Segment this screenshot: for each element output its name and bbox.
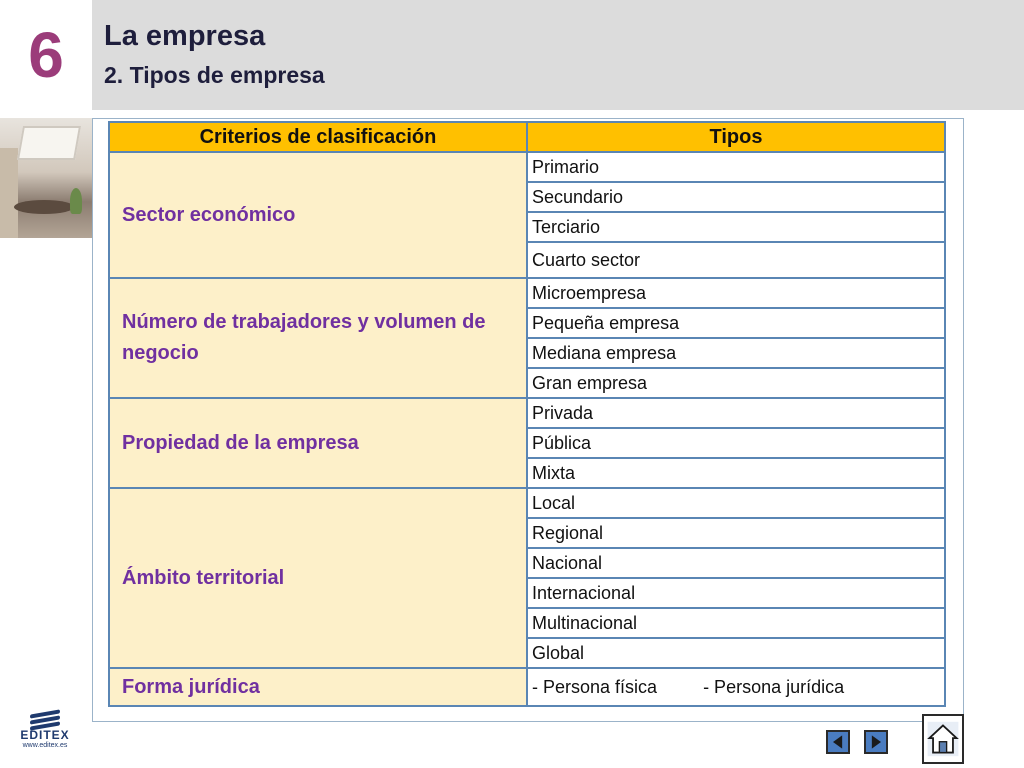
- logo-url: www.editex.es: [22, 742, 68, 749]
- type-cell: Regional: [527, 518, 945, 548]
- editex-logo: [14, 712, 76, 762]
- type-cell: Gran empresa: [527, 368, 945, 398]
- table-row: [109, 488, 945, 518]
- logo-name: EDITEX: [20, 728, 70, 742]
- prev-button[interactable]: [826, 730, 850, 754]
- type-persona-juridica: - Persona jurídica: [703, 676, 845, 697]
- chapter-number: 6: [28, 19, 64, 91]
- type-cell: Pequeña empresa: [527, 308, 945, 338]
- criterion-cell: Propiedad de la empresa: [109, 398, 527, 488]
- triangle-left-icon: [828, 732, 848, 752]
- criterion-cell: Ámbito territorial: [109, 488, 527, 668]
- table-header-row: [109, 122, 945, 152]
- table-row: [109, 668, 945, 706]
- type-persona-fisica: - Persona física: [532, 676, 658, 697]
- header-band: [92, 0, 1024, 110]
- page-title: La empresa: [104, 20, 266, 52]
- type-cell: Secundario: [527, 182, 945, 212]
- type-cell: Terciario: [527, 212, 945, 242]
- type-cell: Mediana empresa: [527, 338, 945, 368]
- criterion-cell: Número de trabajadores y volumen de negocio: [109, 278, 527, 398]
- table-row: [109, 278, 945, 308]
- type-cell: Pública: [527, 428, 945, 458]
- type-cell: Microempresa: [527, 278, 945, 308]
- next-button[interactable]: [864, 730, 888, 754]
- type-cell: Internacional: [527, 578, 945, 608]
- type-cell: [527, 668, 945, 706]
- triangle-right-icon: [866, 732, 886, 752]
- home-button[interactable]: [922, 714, 964, 764]
- editex-logo-icon: [30, 712, 60, 728]
- type-cell: Multinacional: [527, 608, 945, 638]
- type-cell: Primario: [527, 152, 945, 182]
- criterion-cell: Sector económico: [109, 152, 527, 278]
- table-row: [109, 152, 945, 182]
- type-cell: Local: [527, 488, 945, 518]
- header-criteria: Criterios de clasificación: [109, 122, 527, 152]
- header-types: Tipos: [527, 122, 945, 152]
- table-row: [109, 398, 945, 428]
- type-cell: Cuarto sector: [527, 242, 945, 278]
- page-subtitle: 2. Tipos de empresa: [104, 62, 325, 88]
- classification-table: [108, 121, 946, 707]
- criterion-cell: Forma jurídica: [109, 668, 527, 706]
- type-cell: Global: [527, 638, 945, 668]
- chapter-box: [0, 0, 92, 110]
- home-icon: [924, 716, 962, 762]
- office-photo: [0, 118, 92, 238]
- type-cell: Mixta: [527, 458, 945, 488]
- type-cell: Nacional: [527, 548, 945, 578]
- type-cell: Privada: [527, 398, 945, 428]
